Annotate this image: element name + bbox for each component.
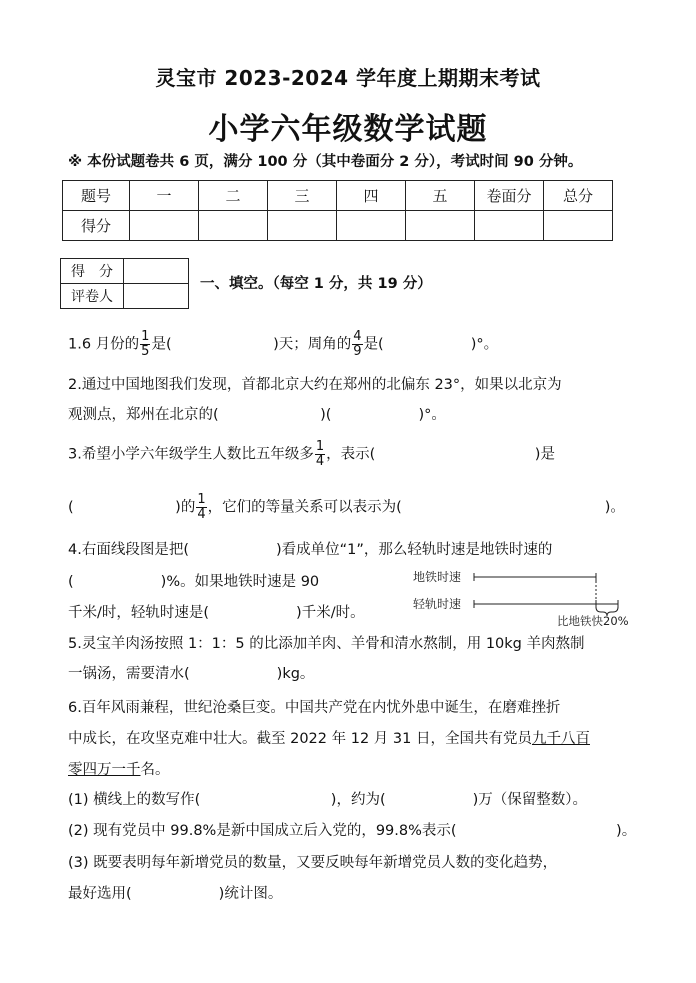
grader-name-label: 评卷人 [61,284,124,309]
score-table-header: 四 [337,181,406,211]
light-rail-speed-label: 轻轨时速 [413,597,462,611]
question-2-line-1: 2.通过中国地图我们发现，首都北京大约在郑州的北偏东 23°，如果以北京为 [68,377,562,393]
score-cell[interactable] [199,211,268,241]
question-6-sub-3-line-1: (3) 既要表明每年新增党员的数量，又要反映每年新增党员人数的变化趋势， [68,855,558,871]
question-2-line-2: 观测点，郑州在北京的( )( )°。 [68,407,446,423]
exam-title: 灵宝市 2023-2024 学年度上期期末考试 [155,66,541,90]
score-table-header: 二 [199,181,268,211]
fraction: $\frac{1}{4}$ [197,492,206,522]
score-row-label: 得分 [63,211,130,241]
score-table-header-row [63,181,613,211]
exam-note: ※ 本份试题卷共 6 页，满分 100 分（其中卷面分 2 分），考试时间 90 分钟。 [68,154,583,170]
section-title: 一、填空。（每空 1 分，共 19 分） [200,276,432,292]
score-table-header: 五 [406,181,475,211]
score-cell[interactable] [475,211,544,241]
q1-text-b: 是( )天；周角的 [151,336,352,353]
underlined-number: 九千八百 [531,731,590,747]
question-1 [68,330,498,359]
q1-text-c: 是( )°。 [363,336,499,353]
q1-text-a: 1.6 月份的 [68,336,140,353]
score-table-score-row [63,211,613,241]
fraction: $\frac{1}{5}$ [141,329,150,359]
subway-speed-label: 地铁时速 [413,570,462,584]
score-table-header: 卷面分 [475,181,544,211]
question-3-line-1: 3.希望小学六年级学生人数比五年级多 $\frac{1}{4}$ ，表示( )是 [68,439,555,469]
question-6-sub-3-line-2: 最好选用( )统计图。 [68,886,283,902]
score-table-header: 题号 [63,181,130,211]
score-cell[interactable] [544,211,613,241]
question-6-line-3: 零四万一千名。 [68,762,170,778]
score-cell[interactable] [130,211,199,241]
question-5-line-1: 5.灵宝羊肉汤按照 1：1：5 的比添加羊肉、羊骨和清水熬制，用 10kg 羊肉熬制 [68,636,585,652]
question-6-sub-2: (2) 现有党员中 99.8%是新中国成立后入党的，99.8%表示( )。 [68,823,637,839]
faster-label: 比地铁快20% [557,614,629,628]
score-table-header: 总分 [544,181,613,211]
score-table-header: 一 [130,181,199,211]
score-cell[interactable] [337,211,406,241]
line-segment-diagram [470,565,630,620]
question-6-sub-1: (1) 横线上的数写作( )，约为( )万（保留整数）。 [68,792,588,808]
question-4-line-2: ( )%。如果地铁时速是 90 [68,574,320,590]
exam-subtitle: 小学六年级数学试题 [208,112,488,147]
score-table [62,180,613,241]
score-cell[interactable] [406,211,475,241]
underlined-number: 零四万一千 [68,762,141,778]
question-5-line-2: 一锅汤，需要清水( )kg。 [68,666,315,682]
fraction: $\frac{4}{9}$ [353,329,362,359]
score-table-header: 三 [268,181,337,211]
grader-score-cell[interactable] [124,259,189,284]
question-3-line-2: ( )的 $\frac{1}{4}$ ，它们的等量关系可以表示为( )。 [68,492,625,522]
grader-score-label: 得 分 [61,259,124,284]
question-4-line-3: 千米/时，轻轨时速是( )千米/时。 [68,605,365,621]
fraction: $\frac{1}{4}$ [315,439,325,469]
question-6-line-1: 6.百年风雨兼程，世纪沧桑巨变。中国共产党在内忧外患中诞生，在磨难挫折 [68,700,561,716]
grader-name-cell[interactable] [124,284,189,309]
question-6-line-2: 中成长，在攻坚克难中壮大。截至 2022 年 12 月 31 日，全国共有党员九千八百 [68,731,590,747]
score-cell[interactable] [268,211,337,241]
grader-box [60,258,189,309]
question-4-line-1: 4.右面线段图是把( )看成单位“1”，那么轻轨时速是地铁时速的 [68,542,553,558]
